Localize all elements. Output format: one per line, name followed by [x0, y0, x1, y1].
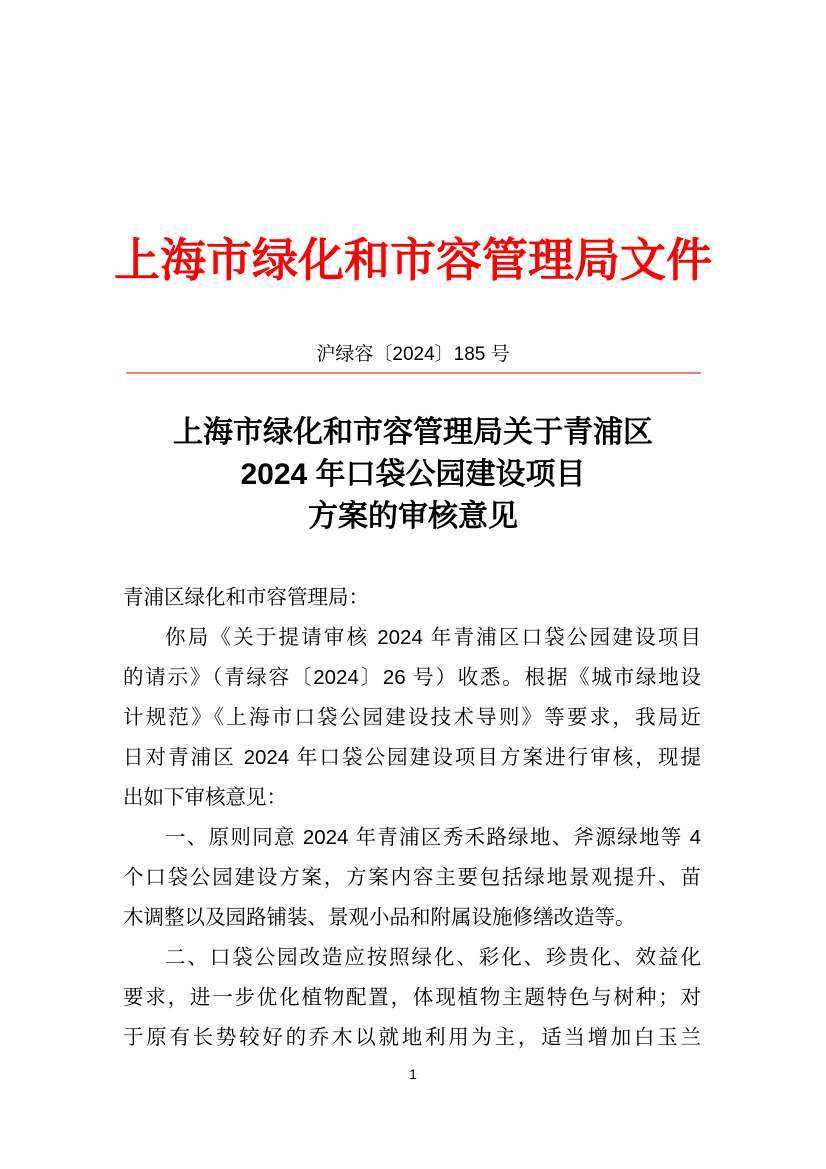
- document-title-line-3: 方案的审核意见: [308, 500, 518, 533]
- body-line: 要求，进一步优化植物配置，体现植物主题特色与树种；对: [123, 986, 701, 1009]
- document-title: [0, 412, 826, 538]
- body-line: 出如下审核意见：: [123, 786, 287, 809]
- document-title-line-2: 2024 年口袋公园建设项目: [240, 458, 586, 491]
- document-number: 沪绿容〔2024〕185 号: [316, 344, 510, 365]
- document-title-line-1: 上海市绿化和市容管理局关于青浦区: [173, 416, 653, 449]
- document-body: [123, 578, 701, 1058]
- red-divider-line: [126, 372, 701, 374]
- body-line: 的请示》（青绿容〔2024〕26 号）收悉。根据《城市绿地设: [123, 666, 701, 689]
- agency-masthead-title: 上海市绿化和市容管理局文件: [114, 234, 712, 286]
- body-line: 于原有长势较好的乔木以就地利用为主，适当增加白玉兰: [123, 1026, 701, 1049]
- page-number: 1: [409, 1066, 417, 1082]
- body-line: 你局《关于提请审核 2024 年青浦区口袋公园建设项目: [165, 626, 701, 649]
- body-line: 木调整以及园路铺装、景观小品和附属设施修缮改造等。: [123, 906, 636, 929]
- body-line: 一、原则同意 2024 年青浦区秀禾路绿地、斧源绿地等 4: [165, 826, 701, 849]
- body-line: 青浦区绿化和市容管理局：: [123, 586, 369, 609]
- body-line: 二、口袋公园改造应按照绿化、彩化、珍贵化、效益化: [165, 946, 701, 969]
- body-line: 个口袋公园建设方案，方案内容主要包括绿地景观提升、苗: [123, 866, 701, 889]
- body-line: 日对青浦区 2024 年口袋公园建设项目方案进行审核，现提: [123, 746, 701, 769]
- body-line: 计规范》《上海市口袋公园建设技术导则》等要求，我局近: [123, 706, 701, 729]
